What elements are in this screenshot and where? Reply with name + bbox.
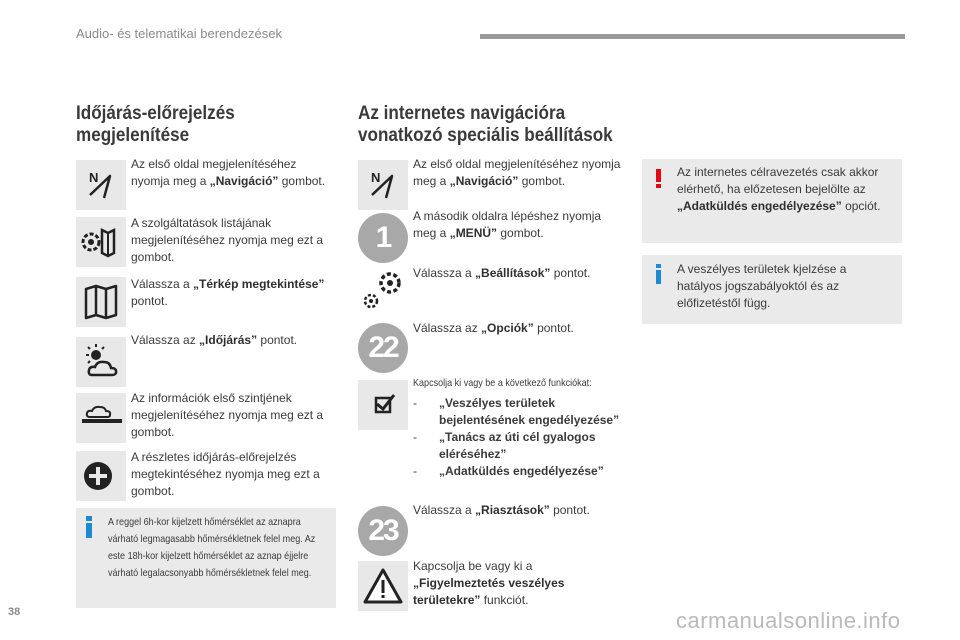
weather-step-4-text: Válassza az „Időjárás” pontot. <box>131 333 298 347</box>
list-item: - „Veszélyes területek bejelentésének engedélyezése” <box>413 396 620 427</box>
checkbox-icon <box>358 380 408 430</box>
warning-triangle-icon <box>358 561 408 611</box>
list-item: - „Tanács az úti cél gyalogos eléréséhez” <box>413 430 596 461</box>
settings-map-icon <box>76 217 126 267</box>
nav-step-5-text: Válassza a „Riasztások” pontot. <box>413 503 590 517</box>
nav-step-4-text: Válassza az „Opciók” pontot. <box>413 321 574 335</box>
cloud-bar-icon <box>76 393 126 443</box>
step-number-badge: 22 <box>358 323 408 373</box>
weather-step-2-text: A szolgáltatások listájának megjelenítéséhez nyomja meg ezt a gombot. <box>131 216 324 264</box>
header-bar <box>480 34 905 39</box>
step-number-badge: 1 <box>358 213 408 263</box>
weather-step-1-text: Az első oldal megjelenítéséhez nyomja meg a „Navigáció” gombot. <box>131 157 326 188</box>
info-note-text: A veszélyes területek kjelzése a hatályos jogszabályoktól és az előfizetéstől függ. <box>677 262 847 310</box>
info-icon <box>656 264 662 284</box>
settings-icon <box>358 268 408 318</box>
svg-text:N: N <box>371 170 381 185</box>
functions-intro-text: Kapcsolja ki vagy be a következő funkciókat: <box>413 377 592 389</box>
nav-step-3-text: Válassza a „Beállítások” pontot. <box>413 266 591 280</box>
map-icon <box>76 277 126 327</box>
warning-icon <box>656 169 662 188</box>
watermark: carmanualsonline.info <box>676 608 901 633</box>
weather-step-6-text: A részletes időjárás-előrejelzés megtekintéséhez nyomja meg ezt a gombot. <box>131 450 320 498</box>
warning-note-box <box>642 159 902 243</box>
header-title: Audio- és telematikai berendezések <box>76 26 282 41</box>
warning-note-text: Az internetes célravezetés csak akkor elérhető, ha előzetesen bejelölte az „Adatküldés engedélyezése” opciót. <box>677 165 881 213</box>
info-note-box <box>642 255 902 324</box>
nav-step-6-text: Kapcsolja be vagy ki a „Figyelmeztetés veszélyes területekre” funkciót. <box>413 559 565 607</box>
navigation-icon <box>358 160 408 210</box>
navigation-icon <box>76 160 126 210</box>
step-number-badge: 23 <box>358 506 408 556</box>
page-number: 38 <box>8 606 21 618</box>
weather-step-5-text: Az információk első szintjének megjelenítéséhez nyomja meg ezt a gombot. <box>131 391 324 439</box>
svg-text:N: N <box>89 170 99 185</box>
plus-icon <box>76 451 126 501</box>
internet-nav-section-title: Az internetes navigációra vonatkozó speciális beállítások <box>358 103 613 146</box>
list-item: - „Adatküldés engedélyezése” <box>413 464 604 478</box>
temperature-note-text: A reggel 6h-kor kijelzett hőmérséklet az aznapra várható legmagasabb hőmérsékletnek felel meg. Az este 18h-kor kijelzett hőmérséklet az aznap éjjelre várható legalacsonyabb hőmérsékletnek felel meg. <box>108 516 316 579</box>
weather-icon <box>76 337 126 387</box>
info-icon <box>86 516 92 538</box>
weather-step-3-text: Válassza a „Térkép megtekintése” pontot. <box>131 277 325 308</box>
temperature-note-box <box>76 508 336 608</box>
weather-section-title: Időjárás-előrejelzés megjelenítése <box>76 103 235 146</box>
options-bullet-list <box>413 395 628 480</box>
nav-step-2-text: A második oldalra lépéshez nyomja meg a „MENÜ” gombot. <box>413 209 602 240</box>
nav-step-1-text: Az első oldal megjelenítéséhez nyomja meg a „Navigáció” gombot. <box>413 157 621 188</box>
